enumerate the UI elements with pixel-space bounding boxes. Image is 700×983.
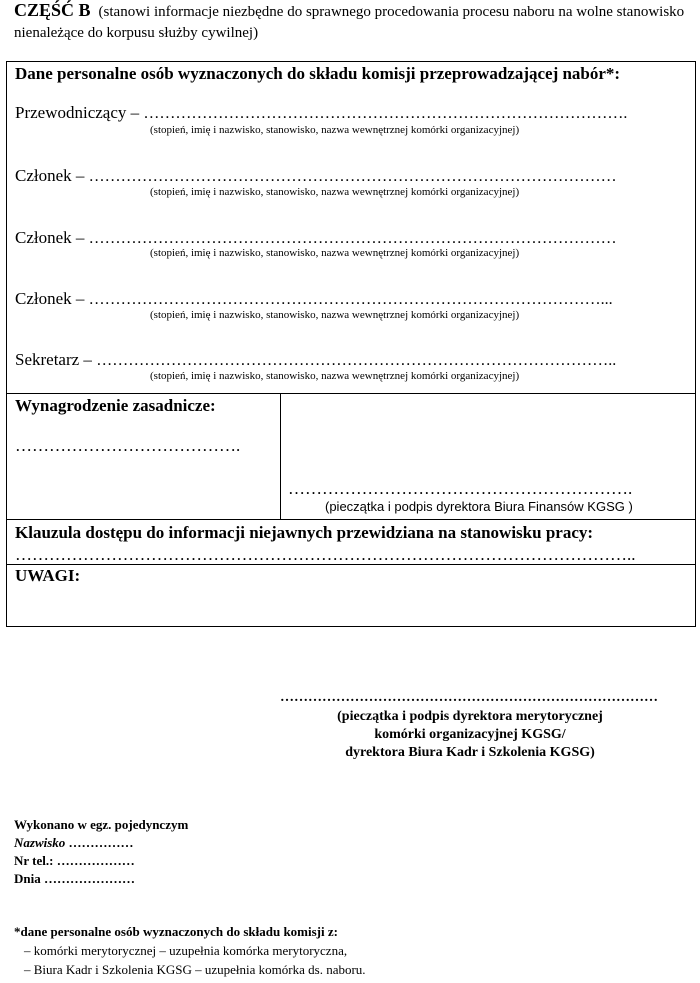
- director-signature-label: [300, 708, 640, 762]
- finance-signature-dots[interactable]: …………………………………………………….: [288, 479, 633, 498]
- clause-field[interactable]: ………………………………………………………………………………………………..: [15, 545, 636, 564]
- footnote-item: – komórki merytorycznej – uzupełnia komórka merytoryczna,: [24, 943, 348, 958]
- secretary-dots: ……………………………………………………………………………………..: [96, 352, 617, 369]
- chairman-dots: ……………………………………………………………………………….: [143, 105, 628, 122]
- chairman-row[interactable]: [15, 103, 627, 123]
- member-dots: ………………………………………………………………………………………: [88, 168, 617, 185]
- made-in-copies: Wykonano w egz. pojedynczym: [14, 817, 189, 832]
- divider: [7, 393, 695, 394]
- footnote-heading: *dane personalne osób wyznaczonych do składu komisji z:: [14, 924, 338, 939]
- member-hint: (stopień, imię i nazwisko, stanowisko, nazwa wewnętrznej komórki organizacyjnej): [150, 247, 520, 259]
- clause-heading: Klauzula dostępu do informacji niejawnych przewidziana na stanowisku pracy:: [15, 523, 594, 542]
- secretary-hint: (stopień, imię i nazwisko, stanowisko, nazwa wewnętrznej komórki organizacyjnej): [150, 370, 520, 382]
- name-label: Nazwisko: [14, 835, 66, 850]
- finance-signature-label: (pieczątka i podpis dyrektora Biura Finansów KGSG ): [325, 499, 633, 514]
- signature-line-2: komórki organizacyjnej KGSG/: [374, 727, 566, 742]
- divider: [7, 519, 695, 520]
- secretary-label: Sekretarz –: [15, 350, 97, 369]
- member-label: Członek –: [15, 289, 89, 308]
- secretary-row[interactable]: [15, 350, 616, 370]
- part-header: [14, 0, 694, 44]
- form-table: [6, 61, 696, 627]
- member-row-3[interactable]: [15, 289, 613, 309]
- remarks-heading: UWAGI:: [15, 566, 81, 585]
- member-dots: ……………………………………………………………………………………...: [88, 291, 613, 308]
- salary-field[interactable]: ………………………………….: [15, 436, 241, 455]
- salary-heading: Wynagrodzenie zasadnicze:: [15, 396, 216, 415]
- date-line: Dnia …………………: [14, 871, 135, 886]
- footnote-item: – Biura Kadr i Szkolenia KGSG – uzupełnia komórka ds. naboru.: [24, 962, 366, 977]
- column-divider: [280, 393, 281, 519]
- member-hint: (stopień, imię i nazwisko, stanowisko, nazwa wewnętrznej komórki organizacyjnej): [150, 186, 520, 198]
- signature-line-3: dyrektora Biura Kadr i Szkolenia KGSG): [345, 745, 595, 760]
- member-label: Członek –: [15, 166, 89, 185]
- name-line: [14, 834, 188, 852]
- member-label: Członek –: [15, 228, 89, 247]
- member-row-2[interactable]: [15, 228, 617, 248]
- signature-line-1: (pieczątka i podpis dyrektora merytorycznej: [337, 709, 603, 724]
- footnote: [14, 922, 366, 979]
- director-signature-dots[interactable]: ………………………………………………………………………: [280, 690, 658, 705]
- phone-line: Nr tel.: ………………: [14, 853, 135, 868]
- chairman-label: Przewodniczący –: [15, 103, 144, 122]
- member-dots: ………………………………………………………………………………………: [88, 230, 617, 247]
- name-dots: ……………: [65, 835, 134, 850]
- chairman-hint: (stopień, imię i nazwisko, stanowisko, nazwa wewnętrznej komórki organizacyjnej): [150, 124, 520, 136]
- committee-heading: Dane personalne osób wyznaczonych do składu komisji przeprowadzającej nabór*:: [15, 64, 621, 83]
- part-title: CZĘŚĆ B: [14, 0, 91, 20]
- member-row-1[interactable]: [15, 166, 617, 186]
- footer-block: [14, 816, 188, 888]
- member-hint: (stopień, imię i nazwisko, stanowisko, nazwa wewnętrznej komórki organizacyjnej): [150, 309, 520, 321]
- part-description: (stanowi informacje niezbędne do sprawnego procedowania procesu naboru na wolne stanowisko nienależące do korpusu służby cywilnej): [14, 4, 685, 41]
- divider: [7, 564, 695, 565]
